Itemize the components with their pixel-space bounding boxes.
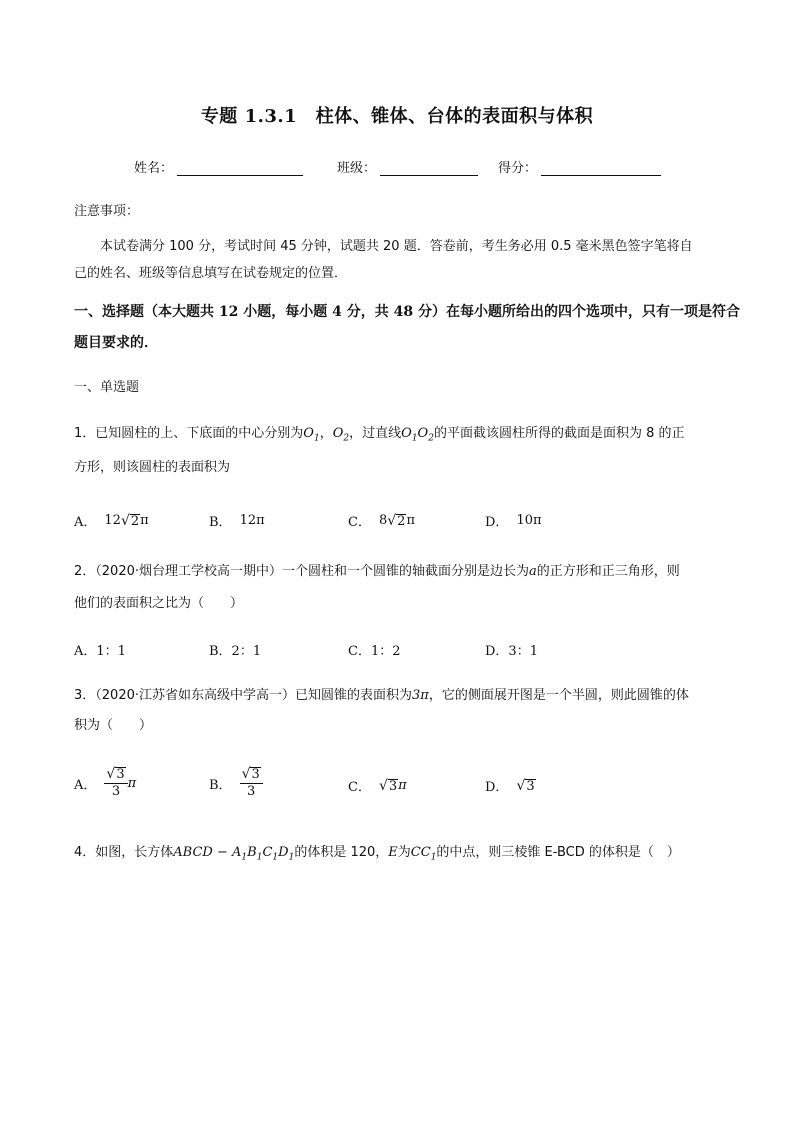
- class-label: 班级：: [337, 161, 377, 176]
- page-title: 专题 1.3.1 柱体、锥体、台体的表面积与体积: [200, 106, 594, 127]
- question-4-cc1: $CC_1$: [410, 845, 437, 863]
- name-label: 姓名：: [134, 161, 174, 176]
- sqrt: √ 2: [120, 512, 140, 529]
- question-2-number: 2．: [74, 564, 96, 579]
- score-label: 得分：: [498, 161, 538, 176]
- question-3-option-a[interactable]: A． √ 3 3 π: [74, 766, 137, 799]
- question-3-option-b[interactable]: B． √ 3 3: [209, 766, 263, 800]
- question-1-o2: $O_2$: [332, 426, 350, 444]
- question-1-line-o1o2: $O_1O_2$: [401, 426, 434, 444]
- class-field: [337, 157, 478, 176]
- sqrt: √ 2: [387, 512, 406, 529]
- question-1-sep: ，: [319, 426, 333, 441]
- question-4-text-b: 的体积是 120，: [294, 845, 389, 860]
- question-4-text-c: 为: [397, 845, 411, 860]
- question-1-option-b[interactable]: B． 12π: [209, 513, 265, 530]
- question-4-line-1: [74, 843, 680, 868]
- question-1-text-a: 已知圆柱的上、下底面的中心分别为: [95, 426, 304, 441]
- question-3-line-1: [74, 686, 689, 706]
- name-blank[interactable]: [177, 161, 303, 176]
- question-1-line-1: [74, 424, 685, 449]
- question-2-line-2: 他们的表面积之比为（ ）: [74, 596, 244, 611]
- question-1-number: 1．: [74, 426, 96, 441]
- score-field: [498, 157, 661, 176]
- question-4-number: 4．: [74, 845, 96, 860]
- question-2-option-c[interactable]: C．1：2: [348, 644, 401, 659]
- question-1-o1: $O_1$: [303, 426, 320, 444]
- sqrt: √ 3: [378, 777, 398, 794]
- fraction: √ 3 3: [104, 766, 127, 800]
- question-2-text-b: 的正方形和正三角形，则: [536, 564, 680, 579]
- question-2-option-a[interactable]: A．1：1: [74, 644, 126, 659]
- question-1-line-2: 方形，则该圆柱的表面积为: [74, 460, 231, 475]
- question-2-option-d[interactable]: D．3：1: [485, 644, 538, 659]
- question-3-option-d[interactable]: D． √ 3: [485, 777, 535, 795]
- fraction: √ 3 3: [240, 766, 263, 800]
- question-1-text-c: 的平面截该圆柱所得的截面是面积为 8 的正: [433, 426, 685, 441]
- question-4-text-a: 如图，长方体: [95, 845, 174, 860]
- question-3-text-a: （2020·江苏省如东高级中学高一）已知圆锥的表面积为: [95, 688, 412, 703]
- question-4-text-d: 的中点，则三棱锥 E-BCD 的体积是（ ）: [436, 845, 680, 860]
- question-3-line-2: 积为（ ）: [74, 718, 153, 733]
- section-heading-line-2: 题目要求的．: [74, 335, 158, 351]
- question-2-line-1: [74, 562, 680, 582]
- question-1-option-c[interactable]: C． 8 √ 2 π: [348, 512, 415, 530]
- question-4-e: E: [388, 845, 398, 860]
- section-heading-line-1: 一、选择题（本大题共 12 小题，每小题 4 分，共 48 分）在每小题所给出的四个选项中，只有一项是符合: [74, 304, 740, 320]
- question-1-text-b: ，过直线: [349, 426, 402, 441]
- class-blank[interactable]: [380, 161, 478, 176]
- question-2-option-b[interactable]: B．2：1: [209, 644, 262, 659]
- sqrt: √ 3: [516, 777, 535, 794]
- score-blank[interactable]: [541, 161, 661, 176]
- section-subheading: 一、单选题: [74, 380, 140, 395]
- question-3-number: 3．: [74, 688, 96, 703]
- name-field: [134, 157, 303, 176]
- question-1-option-d[interactable]: D． 10π: [485, 513, 542, 530]
- question-4-solid: ABCD − $A_1B_1C_1D_1$: [173, 845, 295, 863]
- question-3-value: 3π: [412, 688, 429, 703]
- notice-heading: 注意事项：: [74, 204, 140, 219]
- notice-line-2: 己的姓名、班级等信息填写在试卷规定的位置．: [74, 266, 348, 281]
- question-3-text-b: ，它的侧面展开图是一个半圆，则此圆锥的体: [428, 688, 689, 703]
- question-2-text-a: （2020·烟台理工学校高一期中）一个圆柱和一个圆锥的轴截面分别是边长为: [95, 564, 529, 579]
- question-3-option-c[interactable]: C． √ 3 π: [348, 777, 407, 795]
- question-2-var-a: a: [529, 564, 537, 579]
- question-1-option-a[interactable]: A． 12 √ 2 π: [74, 512, 149, 530]
- notice-line-1: 本试卷满分 100 分，考试时间 45 分钟，试题共 20 题．答卷前，考生务必用 0.5 毫米黑色签字笔将自: [100, 239, 693, 254]
